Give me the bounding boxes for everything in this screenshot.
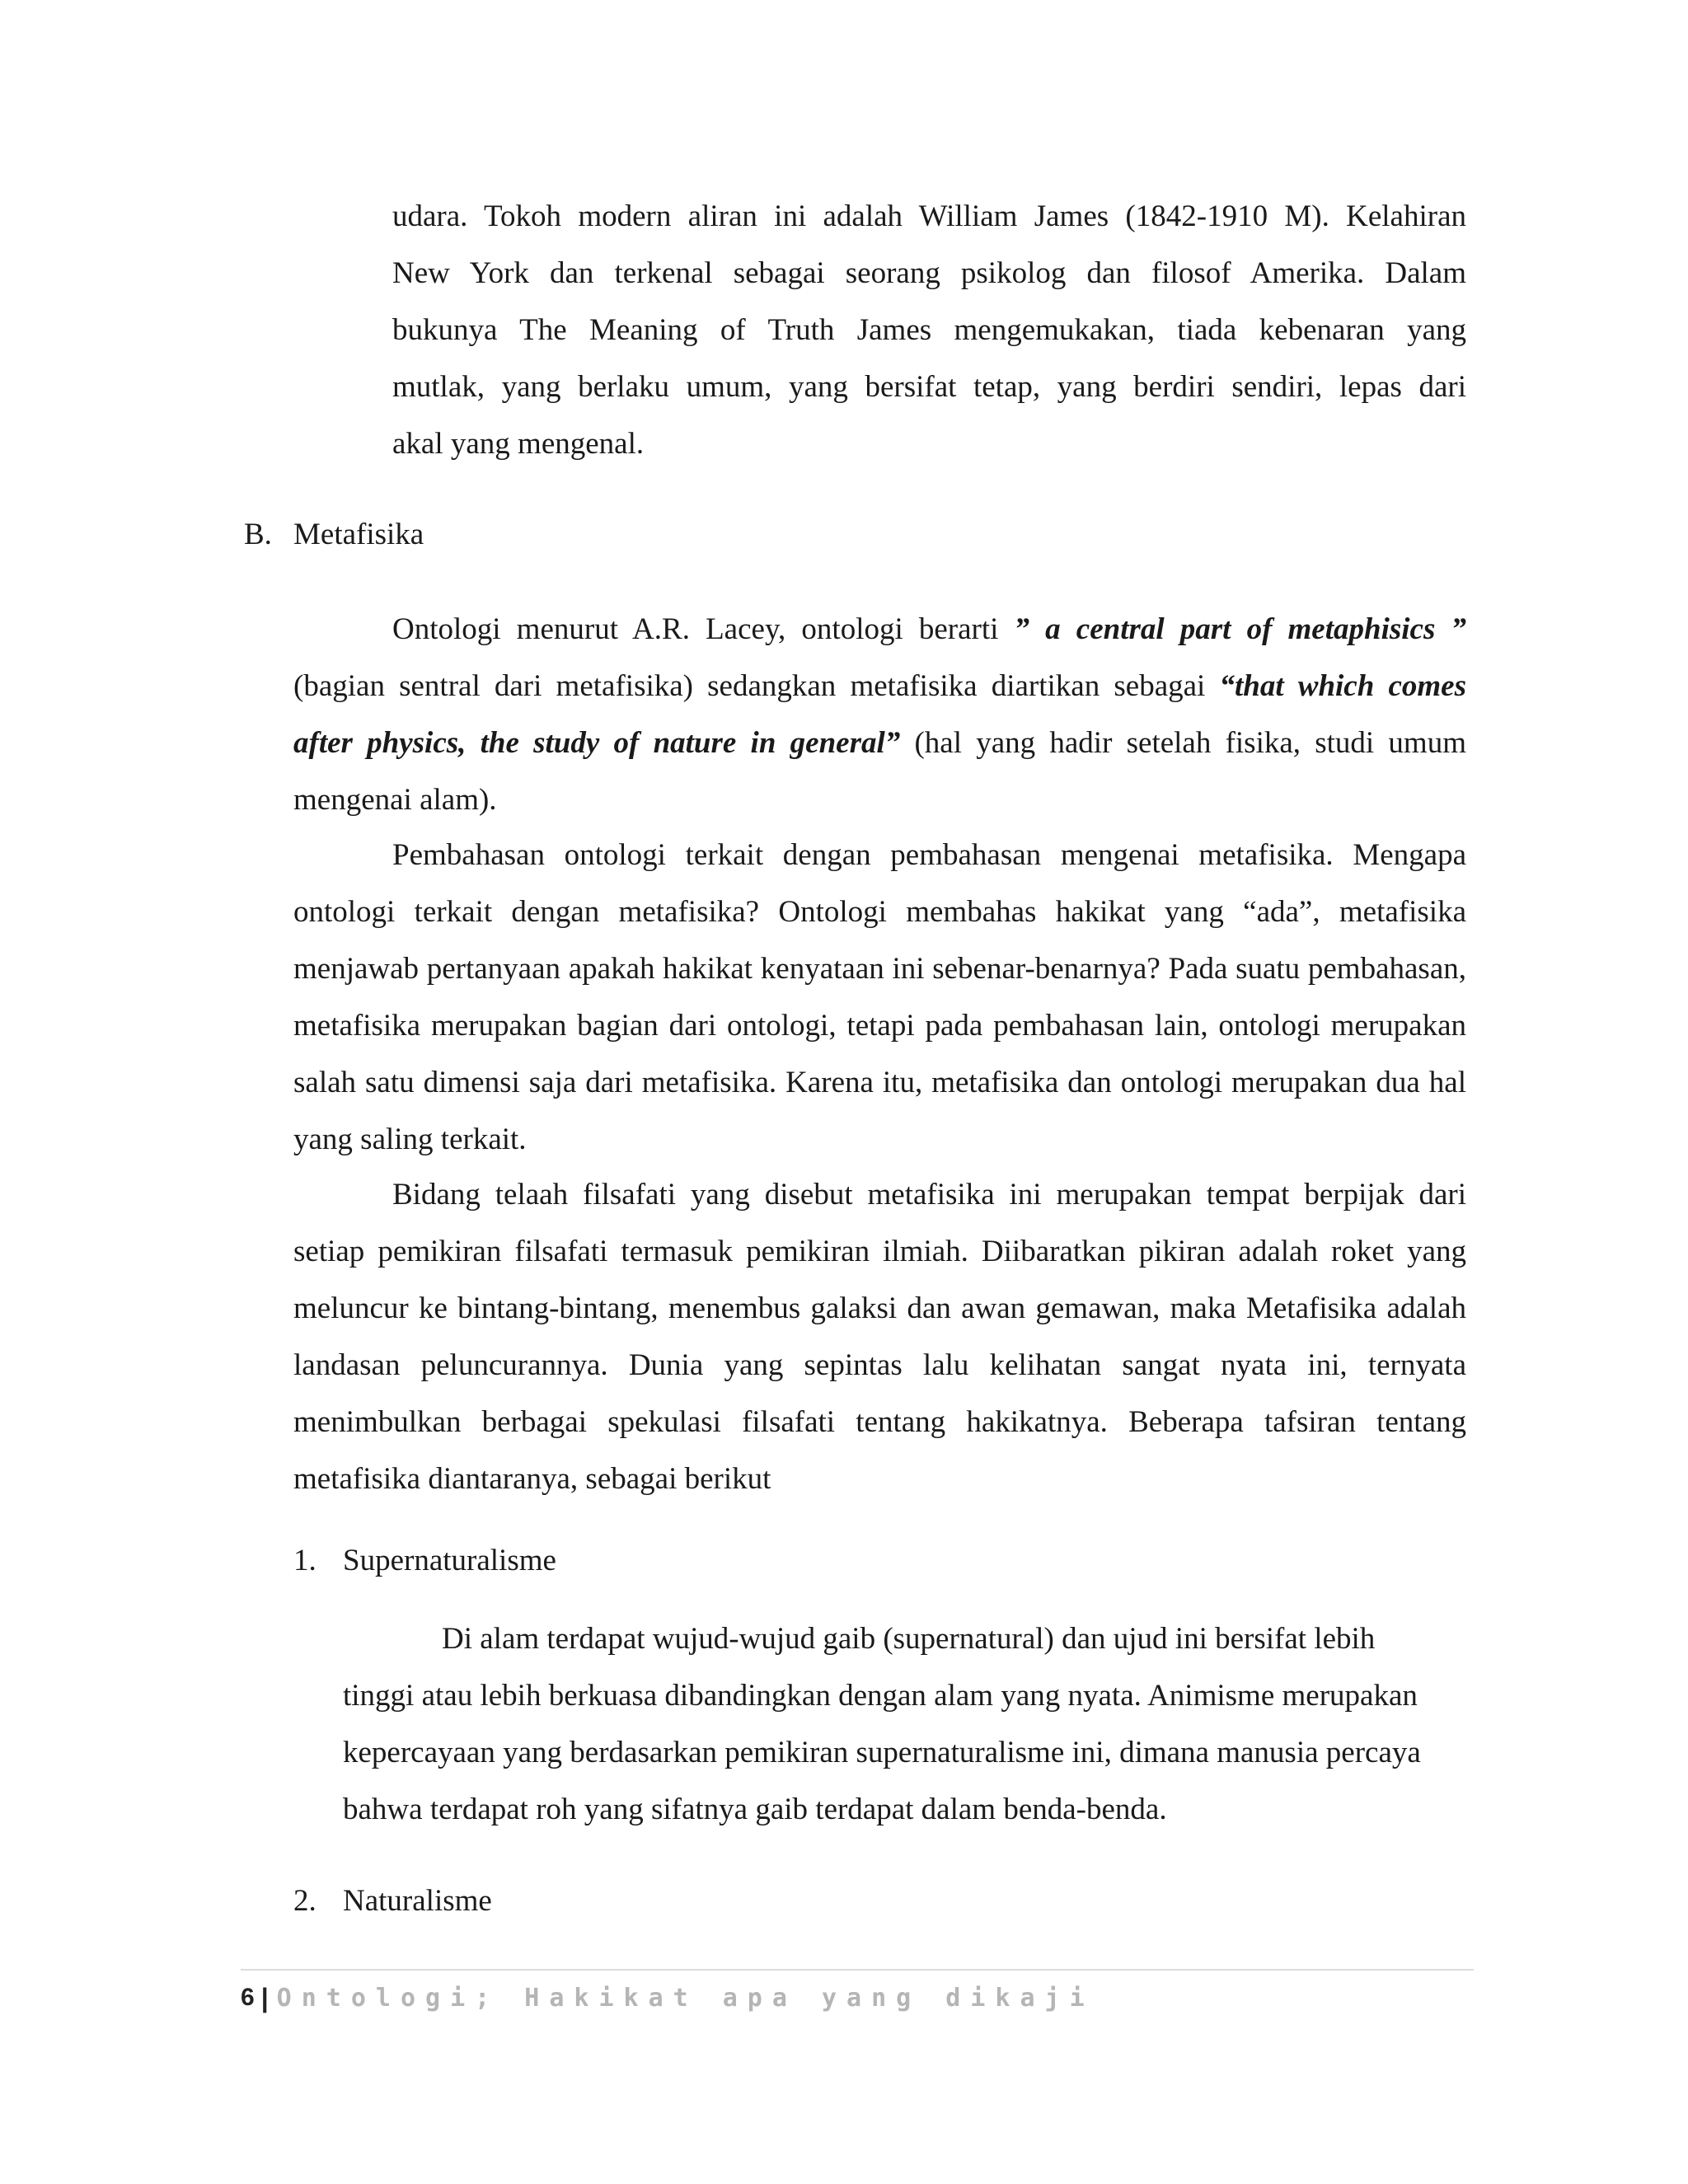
emphasis-quote: “that which comes after physics, the study of nature in general” xyxy=(293,669,1466,760)
paragraph-ontologi-metafisika: Pembahasan ontologi terkait dengan pembahasan mengenai metafisika. Mengapa ontologi terkait dengan metafisika? Ontologi membahas hakikat yang “ada”, metafisika menjawab pertanyaan apakah hakikat kenyataan ini sebenar-benarnya? Pada suatu pembahasan, metafisika merupakan bagian dari ontologi, tetapi pada pembahasan lain, ontologi merupakan salah satu dimensi saja dari metafisika. Karena itu, metafisika dan ontologi merupakan dua hal yang saling terkait. xyxy=(293,838,1466,1156)
list-item-title: Naturalisme xyxy=(343,1884,492,1918)
text-line: bukunya The Meaning of Truth James mengemukakan, tiada kebenaran yang xyxy=(392,313,1466,347)
list-item-title: Supernaturalisme xyxy=(343,1544,556,1577)
section-marker: B. xyxy=(244,518,272,551)
text-line: New York dan terkenal sebagai seorang psikolog dan filosof Amerika. Dalam xyxy=(392,256,1466,290)
paragraph-text: (hal yang hadir setelah fisika, studi umum mengenai alam). xyxy=(293,726,1466,817)
text-line: mutlak, yang berlaku umum, yang bersifat tetap, yang berdiri sendiri, lepas dari xyxy=(392,370,1466,404)
paragraph-bidang-telaah: Bidang telaah filsafati yang disebut metafisika ini merupakan tempat berpijak dari setiap pemikiran filsafati termasuk pemikiran ilmiah. Diibaratkan pikiran adalah roket yang meluncur ke bintang-bintang, menembus galaksi dan awan gemawan, maka Metafisika adalah landasan peluncurannya. Dunia yang sepintas lalu kelihatan sangat nyata ini, ternyata menimbulkan berbagai spekulasi filsafati tentang hakikatnya. Beberapa tafsiran tentang metafisika diantaranya, sebagai berikut xyxy=(293,1178,1466,1496)
footer-divider xyxy=(241,1969,1474,1971)
paragraph-text: (bagian sentral dari metafisika) sedangkan metafisika diartikan sebagai xyxy=(293,669,1220,703)
paragraph-lacey-definition xyxy=(293,601,1466,828)
paragraph-text: Ontologi menurut A.R. Lacey, ontologi berarti xyxy=(392,612,1015,646)
section-title: Metafisika xyxy=(293,518,424,551)
running-title: Ontologi; Hakikat apa yang dikaji xyxy=(276,1983,1095,2013)
section-heading-metafisika xyxy=(244,516,424,554)
continuation-paragraph xyxy=(392,188,1466,472)
page-footer xyxy=(241,1978,1095,2018)
text-line: udara. Tokoh modern aliran ini adalah William James (1842-1910 M). Kelahiran xyxy=(392,199,1466,233)
text-line: akal yang mengenal. xyxy=(392,427,645,461)
list-item-heading-naturalisme xyxy=(293,1882,492,1920)
paragraph-supernaturalisme: Di alam terdapat wujud-wujud gaib (supernatural) dan ujud ini bersifat lebih tinggi atau lebih berkuasa dibandingkan dengan alam yang nyata. Animisme merupakan kepercayaan yang berdasarkan pemikiran supernaturalisme ini, dimana manusia percaya bahwa terdapat roh yang sifatnya gaib terdapat dalam benda-benda. xyxy=(343,1622,1421,1826)
list-item-heading-supernaturalisme xyxy=(293,1542,556,1580)
page-number: 6 xyxy=(241,1984,255,2011)
emphasis-quote: ” a central part of metaphisics ” xyxy=(1014,612,1466,646)
list-marker: 1. xyxy=(293,1544,316,1577)
list-marker: 2. xyxy=(293,1884,316,1918)
footer-separator: | xyxy=(260,1982,269,2013)
